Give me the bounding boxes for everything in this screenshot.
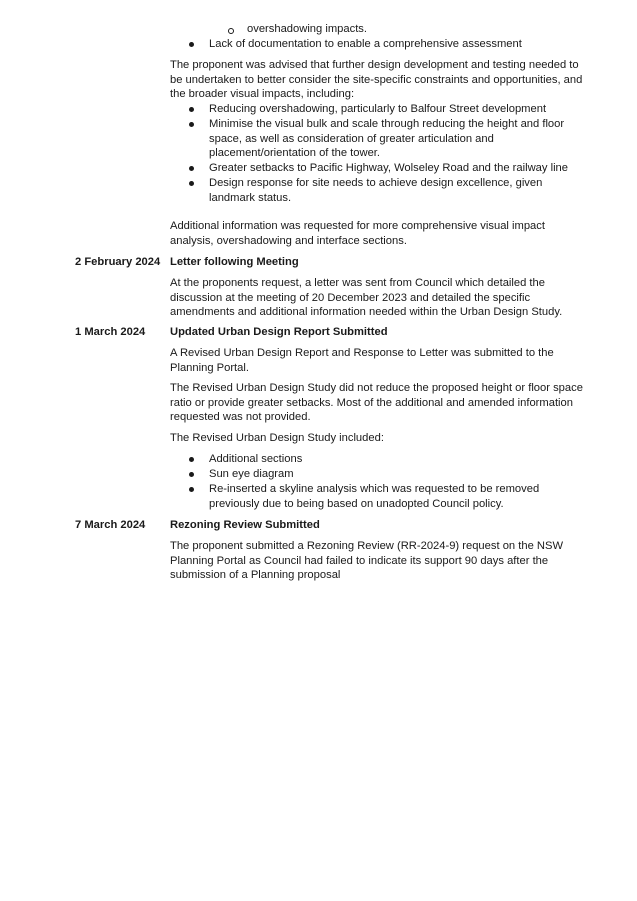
advice-bullet: Greater setbacks to Pacific Highway, Wolseley Road and the railway line [209,162,568,174]
entry-paragraph: The Revised Urban Design Study did not reduce the proposed height or floor space ratio or provide greater setbacks. Most of the additional and amended information requested was not provided. [170,382,583,424]
bullet-marker [189,122,194,127]
bullet-marker [189,487,194,492]
bullet-marker [189,457,194,462]
bullet-marker [189,472,194,477]
sub-bullet-marker [228,28,234,34]
entry-date: 2 February 2024 [75,256,161,268]
sub-bullet-text: overshadowing impacts. [247,23,368,35]
entry-paragraph: The Revised Urban Design Study included: [170,432,384,444]
entry-heading: Updated Urban Design Report Submitted [170,326,388,338]
entry-paragraph: At the proponents request, a letter was sent from Council which detailed the discussion at the meeting of 20 December 2023 and detailed the specific amendments and additional information needed within the Urban Design Study. [170,277,563,319]
entry-heading: Letter following Meeting [170,256,299,268]
bullet-marker [189,181,194,186]
advice-bullet: Design response for site needs to achieve design excellence, given landmark status. [209,177,543,204]
additional-info-paragraph: Additional information was requested for more comprehensive visual impact analysis, overshadowing and interface sections. [170,220,545,247]
entry-date: 7 March 2024 [75,519,146,531]
entry-paragraph: The proponent submitted a Rezoning Review (RR-2024-9) request on the NSW Planning Portal as Council had failed to indicate its support 90 days after the submission of a Planning proposal [170,540,564,582]
entry-bullet: Additional sections [209,453,303,465]
entry-paragraph: A Revised Urban Design Report and Response to Letter was submitted to the Planning Portal. [170,347,554,374]
entry-date: 1 March 2024 [75,326,146,338]
bullet-marker [189,42,194,47]
bullet-marker [189,107,194,112]
entry-heading: Rezoning Review Submitted [170,519,320,531]
entry-bullet: Sun eye diagram [209,468,294,480]
bullet-marker [189,166,194,171]
bullet-text: Lack of documentation to enable a comprehensive assessment [209,38,522,50]
advice-bullet: Reducing overshadowing, particularly to Balfour Street development [209,103,547,115]
advice-bullet: Minimise the visual bulk and scale through reducing the height and floor space, as well as consideration of greater articulation and placement/orientation of the tower. [209,118,565,160]
entry-bullet: Re-inserted a skyline analysis which was requested to be removed previously due to being based on unadopted Council policy. [209,483,540,510]
advice-paragraph: The proponent was advised that further design development and testing needed to be undertaken to better consider the site-specific constraints and opportunities, and the broader visual impacts, including: [170,59,583,101]
